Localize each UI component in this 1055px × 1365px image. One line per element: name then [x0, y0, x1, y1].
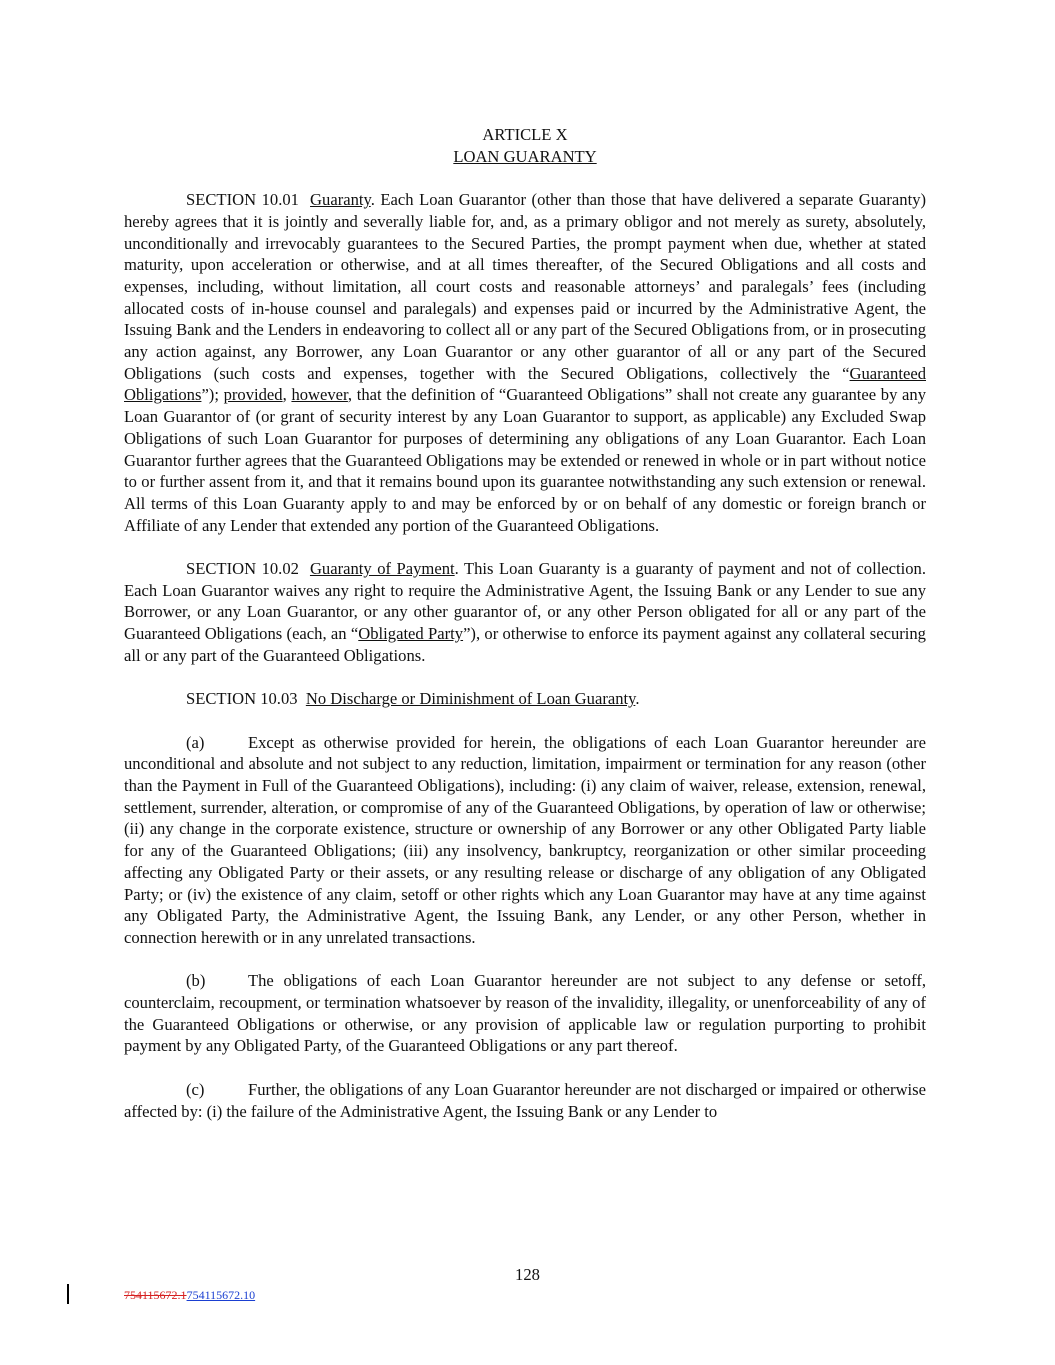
document-id	[124, 1288, 255, 1303]
subsection-c-label: (c)	[186, 1079, 205, 1099]
defined-term-guaranteed-obligations: Guaranteed Obligations	[124, 363, 926, 405]
term-provided: provided	[223, 385, 283, 405]
section-10-02-title: Guaranty of Payment	[309, 559, 455, 579]
section-10-01-title: Guaranty	[310, 190, 371, 210]
section-10-01-text-1: . Each Loan Guarantor (other than those that have delivered a separate Guaranty) hereby agrees that it is jointly and severally liable for, and, as a primary obligor and not merely as surety, absolutely, unconditionally and irrevocably guarantees to the Secured Parties, the prompt payment when due, whether at stated maturity, upon acceleration or otherwise, and at all times thereafter, of the Secured Obligations and all costs and expenses, including, without limitation, all court costs and reasonable attorneys’ and paralegals’ fees (including allocated costs of in-house counsel and paralegals) and expenses paid or incurred by the Administrative Agent, the Issuing Bank and the Lenders in endeavoring to collect all or any part of the Secured Obligations from, or in prosecuting any action against, any Borrower, any Loan Guarantor or any other guarantor of all or any part of the Secured Obligations (such costs and expenses, together with the Secured Obligations, collectively the “	[124, 190, 927, 383]
section-10-01-text-3: ,	[282, 385, 292, 405]
section-10-03-heading: SECTION 10.03	[186, 689, 298, 709]
document-id-inserted: 754115672.10	[186, 1288, 256, 1302]
article-number: ARTICLE X	[482, 125, 568, 144]
document-page	[124, 124, 926, 1122]
term-however: however	[291, 385, 348, 405]
subsection-b-label: (b)	[186, 971, 206, 991]
section-10-01-heading: SECTION 10.01	[186, 190, 299, 210]
section-10-01	[124, 189, 926, 536]
section-10-02-heading: SECTION 10.02	[186, 559, 299, 579]
section-10-02-text-2: ”), or otherwise to enforce its payment against any collateral securing all or any part of the Guaranteed Obligations.	[124, 624, 926, 665]
page-number: 128	[515, 1265, 540, 1284]
section-10-01-text-4: , that the definition of “Guaranteed Obligations” shall not create any guarantee by any Loan Guarantor of (or grant of security interest by any Loan Guarantor to support, as applicable) any Excluded Swap Obligations of such Loan Guarantor for purposes of determining any obligations of any Loan Guarantor. Each Loan Guarantor further agrees that the Guaranteed Obligations may be extended or renewed in whole or in part without notice to or further assent from it, and that it remains bound upon its guarantee notwithstanding any such extension or renewal. All terms of this Loan Guaranty apply to and may be enforced by or on behalf of any domestic or foreign branch or Affiliate of any Lender that extended any portion of the Guaranteed Obligations.	[124, 385, 927, 535]
subsection-b	[124, 970, 926, 1057]
subsection-c	[124, 1079, 926, 1122]
article-title-text: LOAN GUARANTY	[453, 146, 597, 166]
section-10-03-end: .	[635, 689, 640, 709]
subsection-a-label: (a)	[186, 732, 205, 752]
defined-term-obligated-party: Obligated Party	[358, 624, 464, 644]
article-title	[124, 146, 926, 168]
document-id-deleted: 754115672.1	[124, 1288, 187, 1302]
subsection-b-text: The obligations of each Loan Guarantor hereunder are not subject to any defense or setoff, counterclaim, recoupment, or termination whatsoever by reason of the invalidity, illegality, or unenforceability of any of the Guaranteed Obligations or otherwise, or any provision of applicable law or regulation purporting to prohibit payment by any Obligated Party, of the Guaranteed Obligations or any part thereof.	[124, 971, 926, 1056]
section-10-02-text-1: . This Loan Guaranty is a guaranty of payment and not of collection. Each Loan Guarantor waives any right to require the Administrative Agent, the Issuing Bank or any Lender to sue any Borrower, or any Loan Guarantor, or any other guarantor of, or any other Person obligated for all or any part of the Guaranteed Obligations (each, an “	[124, 559, 927, 644]
subsection-a	[124, 732, 926, 949]
subsection-a-text: Except as otherwise provided for herein, the obligations of each Loan Guarantor hereunder are unconditional and absolute and not subject to any reduction, limitation, impairment or termination for any reason (other than the Payment in Full of the Guaranteed Obligations), including: (i) any claim of waiver, release, extension, renewal, settlement, surrender, alteration, or compromise of any of the Guaranteed Obligations, by operation of law or otherwise; (ii) any change in the corporate existence, structure or ownership of any Borrower or any other Obligated Party liable for any of the Guaranteed Obligations; (iii) any insolvency, bankruptcy, reorganization or other similar proceeding affecting any Obligated Party or their assets, or any resulting release or discharge of any obligation of any Obligated Party; or (iv) the existence of any claim, setoff or other rights which any Loan Guarantor may have at any time against any Obligated Party, the Administrative Agent, the Issuing Bank, any Lender, or any other Person, whether in connection herewith or in any unrelated transactions.	[124, 732, 926, 947]
section-10-03	[124, 688, 926, 710]
section-10-03-title: No Discharge or Diminishment of Loan Guaranty	[305, 689, 636, 709]
revision-change-bar	[67, 1284, 69, 1304]
section-10-02	[124, 558, 926, 667]
section-10-01-text-2: ”);	[201, 385, 224, 405]
subsection-c-text: Further, the obligations of any Loan Guarantor hereunder are not discharged or impaired or otherwise affected by: (i) the failure of the Administrative Agent, the Issuing Bank or any Lender to	[124, 1079, 926, 1121]
